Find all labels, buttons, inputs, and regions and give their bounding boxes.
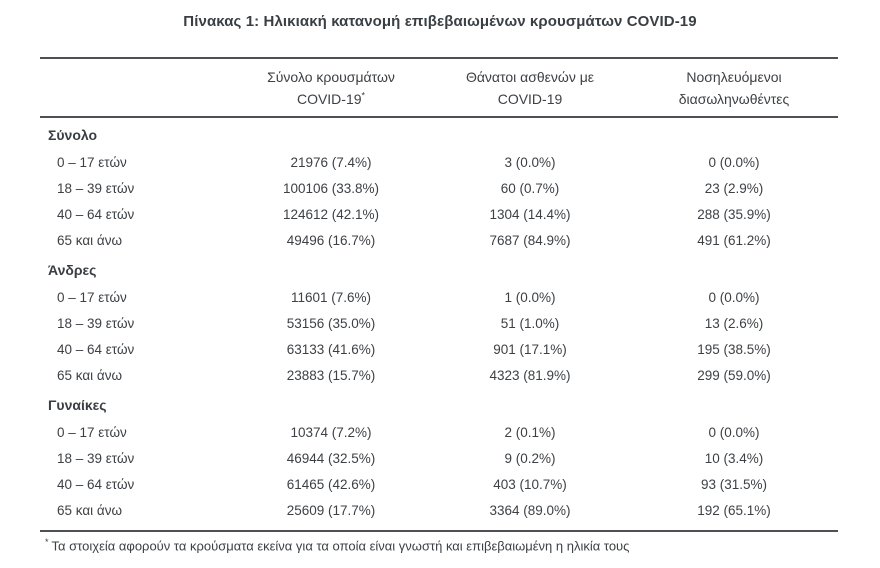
column-header-cases — [232, 66, 430, 110]
deaths-cell: 3364 (89.0%) — [489, 502, 571, 518]
intubated-cell: 0 (0.0%) — [708, 289, 760, 305]
column-header-deaths-line2: COVID-19 — [497, 91, 563, 107]
intubated-cell: 195 (38.5%) — [697, 341, 771, 357]
column-header-intubated — [630, 66, 838, 110]
table-rule-bottom — [40, 530, 838, 532]
row-label: 40 – 64 ετών — [57, 206, 135, 222]
row-label: 65 και άνω — [57, 502, 123, 518]
section-title: Γυναίκες — [48, 397, 107, 413]
footnote-marker-ref: * — [361, 90, 366, 101]
deaths-cell: 4323 (81.9%) — [489, 367, 571, 383]
table-row — [40, 310, 838, 336]
row-label: 40 – 64 ετών — [57, 341, 135, 357]
deaths-cell: 901 (17.1%) — [493, 341, 567, 357]
deaths-cell: 1304 (14.4%) — [489, 206, 571, 222]
cases-cell: 63133 (41.6%) — [286, 341, 376, 357]
row-label: 40 – 64 ετών — [57, 476, 135, 492]
column-header-intubated-line1: Νοσηλευόμενοι — [686, 69, 782, 85]
row-label: 65 και άνω — [57, 232, 123, 248]
row-label: 18 – 39 ετών — [57, 315, 135, 331]
cases-cell: 23883 (15.7%) — [286, 367, 376, 383]
row-label: 65 και άνω — [57, 367, 123, 383]
table-footnote — [40, 537, 838, 553]
intubated-cell: 0 (0.0%) — [708, 424, 760, 440]
row-label: 0 – 17 ετών — [57, 289, 127, 305]
deaths-cell: 2 (0.1%) — [504, 424, 556, 440]
table-row — [40, 336, 838, 362]
deaths-cell: 3 (0.0%) — [504, 154, 556, 170]
section-title: Σύνολο — [48, 127, 98, 143]
table-row — [40, 201, 838, 227]
column-header-cases-line2: COVID-19* — [296, 90, 366, 107]
section-men — [40, 256, 838, 284]
footnote-marker: * — [45, 537, 49, 547]
table-body-spacer — [40, 523, 838, 530]
intubated-cell: 13 (2.6%) — [704, 315, 764, 331]
table-row — [40, 497, 838, 523]
covid-age-table — [40, 57, 838, 553]
section-title: Άνδρες — [48, 262, 97, 278]
cases-cell: 100106 (33.8%) — [282, 180, 380, 196]
intubated-cell: 192 (65.1%) — [697, 502, 771, 518]
row-label: 0 – 17 ετών — [57, 424, 127, 440]
section-women — [40, 391, 838, 419]
cases-cell: 124612 (42.1%) — [282, 206, 380, 222]
cases-cell: 49496 (16.7%) — [286, 232, 376, 248]
column-header-cases-line1: Σύνολο κρουσμάτων — [267, 69, 395, 85]
cases-cell: 11601 (7.6%) — [290, 289, 372, 305]
deaths-cell: 51 (1.0%) — [500, 315, 560, 331]
intubated-cell: 299 (59.0%) — [697, 367, 771, 383]
column-header-deaths — [430, 66, 630, 110]
deaths-cell: 9 (0.2%) — [504, 450, 556, 466]
table-row — [40, 284, 838, 310]
table-rule-header-bottom — [40, 116, 838, 118]
footnote-text: Τα στοιχεία αφορούν τα κρούσματα εκείνα για τα οποία είναι γνωστή και επιβεβαιωμένη η ηλικία τους — [51, 538, 630, 554]
table-row — [40, 227, 838, 253]
intubated-cell: 0 (0.0%) — [708, 154, 760, 170]
intubated-cell: 23 (2.9%) — [704, 180, 764, 196]
column-header-intubated-line2: διασωληνωθέντες — [678, 91, 790, 107]
section-total — [40, 121, 838, 149]
table-row — [40, 471, 838, 497]
cases-cell: 61465 (42.6%) — [286, 476, 376, 492]
cases-cell: 25609 (17.7%) — [286, 502, 376, 518]
intubated-cell: 491 (61.2%) — [697, 232, 771, 248]
cases-cell: 21976 (7.4%) — [290, 154, 372, 170]
intubated-cell: 93 (31.5%) — [700, 476, 768, 492]
deaths-cell: 7687 (84.9%) — [489, 232, 571, 248]
row-label: 18 – 39 ετών — [57, 450, 135, 466]
table-row — [40, 175, 838, 201]
row-label: 0 – 17 ετών — [57, 154, 127, 170]
cases-cell: 10374 (7.2%) — [290, 424, 372, 440]
table-row — [40, 419, 838, 445]
deaths-cell: 60 (0.7%) — [500, 180, 560, 196]
table-row — [40, 362, 838, 388]
row-label: 18 – 39 ετών — [57, 180, 135, 196]
deaths-cell: 1 (0.0%) — [504, 289, 556, 305]
intubated-cell: 10 (3.4%) — [704, 450, 764, 466]
table-row — [40, 149, 838, 175]
column-header-deaths-line1: Θάνατοι ασθενών με — [465, 69, 595, 85]
cases-cell: 46944 (32.5%) — [286, 450, 376, 466]
page-title: Πίνακας 1: Ηλικιακή κατανομή επιβεβαιωμένων κρουσμάτων COVID-19 — [183, 13, 697, 30]
intubated-cell: 288 (35.9%) — [697, 206, 771, 222]
deaths-cell: 403 (10.7%) — [493, 476, 567, 492]
table-header-row — [40, 59, 838, 116]
cases-cell: 53156 (35.0%) — [286, 315, 376, 331]
table-row — [40, 445, 838, 471]
